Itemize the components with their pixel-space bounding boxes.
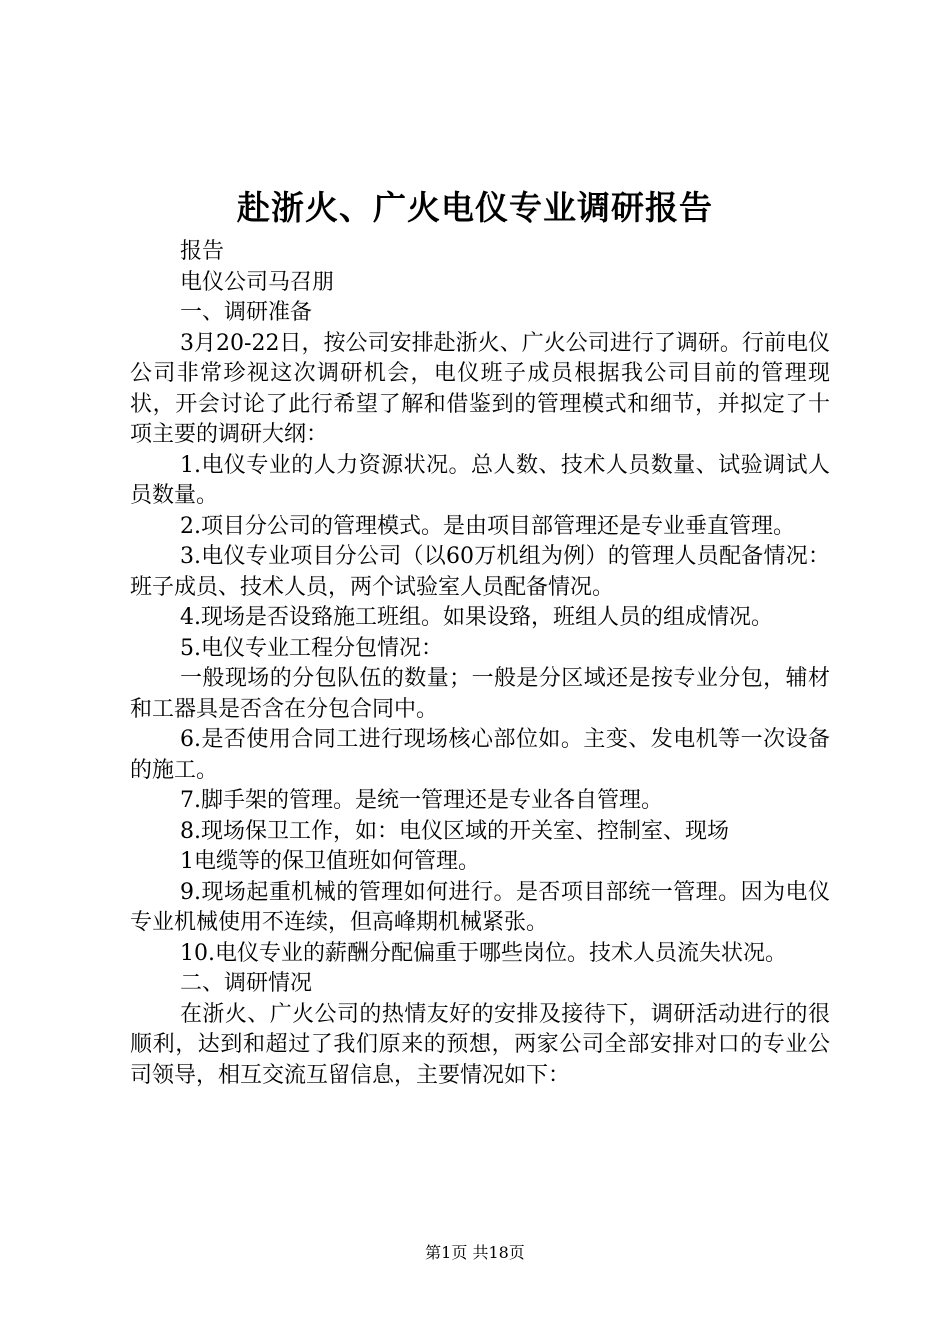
section-heading-preparation: 一、调研准备 (180, 300, 313, 325)
outline-item-3: 3.电仪专业项目分公司（以60万机组为例）的管理人员配备情况：班子成员、技术人员，两个试验室人员配备情况。 (130, 544, 830, 600)
outline-item-7: 7.脚手架的管理。是统一管理还是专业各自管理。 (180, 788, 663, 813)
page-number-footer: 第1页 共18页 (425, 1243, 525, 1262)
document-title: 赴浙火、广火电仪专业调研报告 (237, 188, 713, 227)
outline-item-8: 8.现场保卫工作，如：电仪区域的开关室、控制室、现场 (180, 818, 729, 844)
outline-item-5: 5.电仪专业工程分包情况： (180, 635, 443, 661)
paragraph-report-label: 报告 (180, 239, 225, 264)
paragraph-intro: 3月20-22日，按公司安排赴浙火、广火公司进行了调研。行前电仪公司非常珍视这次调研机会，电仪班子成员根据我公司目前的管理现状，开会讨论了此行希望了解和借鉴到的管理模式和细节，并拟定了十项主要的调研大纲： (130, 330, 830, 447)
paragraph-findings-intro: 在浙火、广火公司的热情友好的安排及接待下，调研活动进行的很顺利，达到和超过了我们原来的预想，两家公司全部安排对口的专业公司领导，相互交流互留信息，主要情况如下： (130, 1001, 830, 1088)
section-heading-findings: 二、调研情况 (180, 971, 313, 996)
outline-item-4: 4.现场是否设臵施工班组。如果设臵，班组人员的组成情况。 (180, 605, 773, 630)
outline-item-2: 2.项目分公司的管理模式。是由项目部管理还是专业垂直管理。 (180, 513, 795, 539)
outline-item-6: 6.是否使用合同工进行现场核心部位如。主变、发电机等一次设备的施工。 (130, 727, 830, 783)
outline-item-1: 1.电仪专业的人力资源状况。总人数、技术人员数量、试验调试人员数量。 (130, 452, 830, 508)
outline-item-9: 9.现场起重机械的管理如何进行。是否项目部统一管理。因为电仪专业机械使用不连续，但高峰期机械紧张。 (130, 879, 830, 935)
outline-item-8-continued: 1电缆等的保卫值班如何管理。 (180, 849, 480, 874)
paragraph-author: 电仪公司马召朋 (180, 269, 335, 295)
outline-item-10: 10.电仪专业的薪酬分配偏重于哪些岗位。技术人员流失状况。 (180, 940, 787, 966)
outline-item-5-detail: 一般现场的分包队伍的数量；一般是分区域还是按专业分包，辅材和工器具是否含在分包合同中。 (130, 666, 830, 722)
document-body (130, 237, 830, 1091)
